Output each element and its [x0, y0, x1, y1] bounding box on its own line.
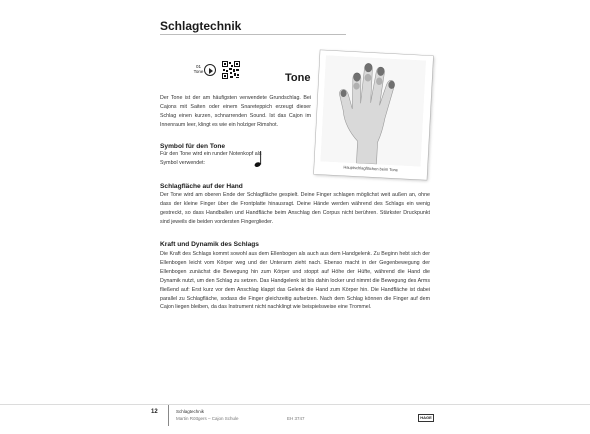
- symbol-paragraph: Für den Tone wird ein runder Notenkopf als Symbol verwendet:: [160, 151, 262, 166]
- page-title: Schlagtechnik: [160, 19, 242, 33]
- hand-photo: [321, 55, 426, 166]
- dynamics-heading: Kraft und Dynamik des Schlags: [160, 241, 259, 248]
- play-icon[interactable]: [204, 64, 216, 76]
- quarter-note-icon: [254, 150, 264, 168]
- footer-edition-code: EH 3747: [287, 416, 305, 421]
- footer-book-title: Martin Röttgers – Cajon Schule: [176, 416, 239, 421]
- page-number: 12: [151, 409, 158, 415]
- hand-photo-frame: [314, 50, 433, 180]
- intro-paragraph: Der Tone ist der am häufigsten verwendete Grundschlag. Bei Cajons mit Saiten oder einem Snareteppich erzeugt dieser Schlag einen kurzen, schnarrenden Sound. Ist das Cajon im Innenraum leer, klingt es wie ein holziger Rimshot.: [160, 95, 311, 128]
- dynamics-paragraph: Die Kraft des Schlags kommt sowohl aus dem Ellenbogen als auch aus dem Handgelenk. Zu Beginn hebt sich der Ellenbogen leicht vom Körper weg und der Unterarm zieht nach. Ebenso macht in der Gegenbewegung der Ellenbogen zunächst die Bewegung hin zum Körper und stoppt auf Höhe der Hüfte, während die Hand die Dynamik nutzt, um den Schlag zu setzen. Das Handgelenk ist bis dahin locker und nimmt die Bewegung des Arms fließend auf: Erst kurz vor dem Anschlag klappt das Gelenk die Hand zum Körper hin. Die Handfläche ist dabei parallel zu Schlagfläche, sodass die Finger gleichzeitig aufsetzen. Nach dem Schlag können die Finger auf dem Cajon liegen bleiben, da das Instrument nicht nachklingt wie beispielsweise eine Trommel.: [160, 251, 430, 311]
- photo-caption: Hauptschlagflächen beim Tone: [343, 164, 399, 173]
- footer-chapter: Schlagtechnik: [176, 409, 205, 414]
- section-heading: Tone: [285, 72, 311, 84]
- footer-vertical-divider: [168, 405, 169, 426]
- hand-surface-paragraph: Der Tone wird am oberen Ende der Schlagfläche gespielt. Deine Finger schlagen möglichst weit außen an, ohne dass der kleine Finger über die Frontplatte hinausragt. Deine Hände werden während des Schlags ein wenig gestreckt, so dass Handballen und Handfläche beim Anschlag den Corpus nicht berühren. Stärkster Druckpunkt sind jeweils die beiden vordersten Fingerglieder.: [160, 192, 430, 225]
- hand-surface-heading: Schlagfläche auf der Hand: [160, 183, 243, 190]
- title-divider: [160, 34, 346, 35]
- footer-divider: [0, 404, 590, 405]
- symbol-heading: Symbol für den Tone: [160, 143, 226, 150]
- publisher-logo: HAGE: [418, 414, 434, 422]
- track-name: Tone: [193, 69, 204, 74]
- qr-code-icon[interactable]: [222, 61, 240, 79]
- track-number: 01: [195, 64, 201, 69]
